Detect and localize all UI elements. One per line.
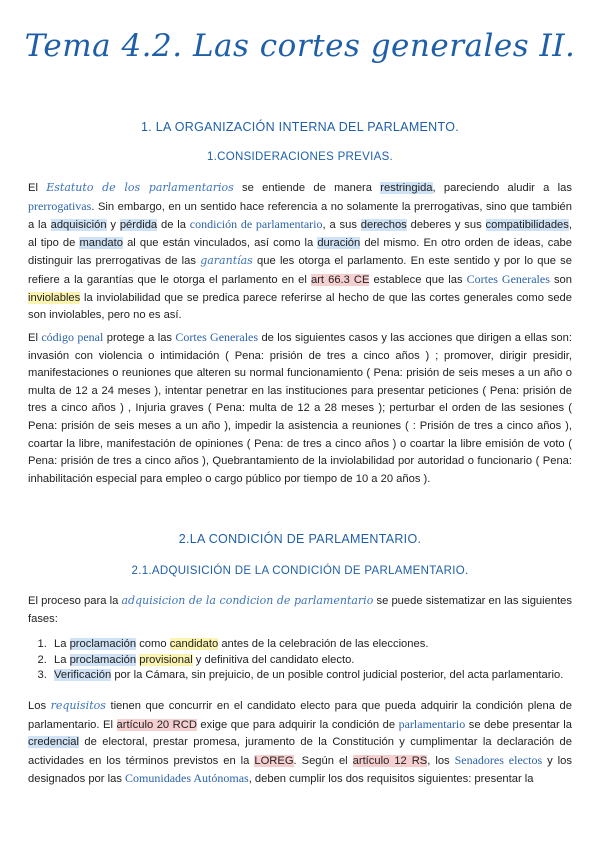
list-item: 1. La proclamación como candidato antes de la celebración de las elecciones. [50, 637, 594, 653]
paragraph-estatuto: El Estatuto de los parlamentarios se entiende de manera restringida, pareciendo aludir a las prerrogativas. Sin embargo, en un sentido hace referencia a no solamente la prerrogativas, sino que también a la adquisición y pérdida de la condición de parlamentario, a sus derechos deberes y sus compatibilidades, al tipo de mandato al que están vinculados, así como la duración del mismo. En otro orden de ideas, cabe distinguir las prerrogativas de las garantías que les otorga el parlamento. En este sentido y por lo que se refiere a la garantías que le otorga el parlamento en el art 66.3 CE establece que las Cortes Generales son inviolables la inviolabilidad que se predica parece referirse al hecho de que las cortes generales como sede son inviolables, pero no es así. [28, 181, 572, 322]
document-title: Tema 4.2. Las cortes generales II. [24, 28, 576, 64]
paragraph-codigo-penal: El código penal protege a las Cortes Generales de los siguientes casos y las acciones que dirigen a ellas son: invasión con violencia o intimidación ( Pena: prisión de tres a cinco años ) ; promover, dirigir presidir, manifestaciones o reuniones que alteren su normal funcionamiento ( Pena: prisión de seis meses a un año o multa de 12 a 24 meses ), intentar penetrar en las instituciones para presentar peticiones ( Pena: prisión de tres a cinco años ) , Injuria graves ( Pena: multa de 12 a 28 meses ); perturbar el orden de las sesiones ( Pena: prisión de seis meses a un año ), impedir la asistencia a reuniones ( : Prisión de tres a cinco años ), coartar la libre, manifestación de opiniones ( Pena: de tres a cinco años ) o coartar la libre emisión de voto ( Pena: prisión de tres a cinco años ), Quebrantamiento de la inviolabilidad por autoridad o funcionario ( Pena: inhabilitación especial para empleo o cargo público por tiempo de 10 a 20 años ). [28, 330, 572, 485]
list-item: 2. La proclamación provisional y definitiva del candidato electo. [50, 653, 594, 669]
list-item: 3. Verificación por la Cámara, sin prejuicio, de un posible control judicial posterior, del acta parlamentario. [50, 668, 594, 684]
phases-list [28, 637, 594, 684]
paragraph-requisitos: Los requisitos tienen que concurrir en el candidato electo para que pueda adquirir la condición plena de parlamentario. El artículo 20 RCD exige que para adquirir la condición de parlamentario se debe presentar la credencial de electoral, prestar promesa, juramento de la Constitución y cumplimentar la declaración de actividades en los términos previstos en la LOREG. Según el artículo 12 RS, los Senadores electos y los designados por las Comunidades Autónomas, deben cumplir los dos requisitos siguientes: presentar la [28, 699, 572, 786]
section-1-subheading: 1.CONSIDERACIONES PREVIAS. [206, 151, 394, 163]
section-2-heading: 2.LA CONDICIÓN DE PARLAMENTARIO. [178, 532, 422, 546]
paragraph-proceso: El proceso para la adquisicion de la condicion de parlamentario se puede sistematizar en las siguientes fases: [28, 594, 572, 625]
section-1-heading: 1. LA ORGANIZACIÓN INTERNA DEL PARLAMENTO. [141, 120, 459, 134]
section-2-subheading: 2.1.ADQUISICIÓN DE LA CONDICIÓN DE PARLAMENTARIO. [131, 565, 469, 577]
